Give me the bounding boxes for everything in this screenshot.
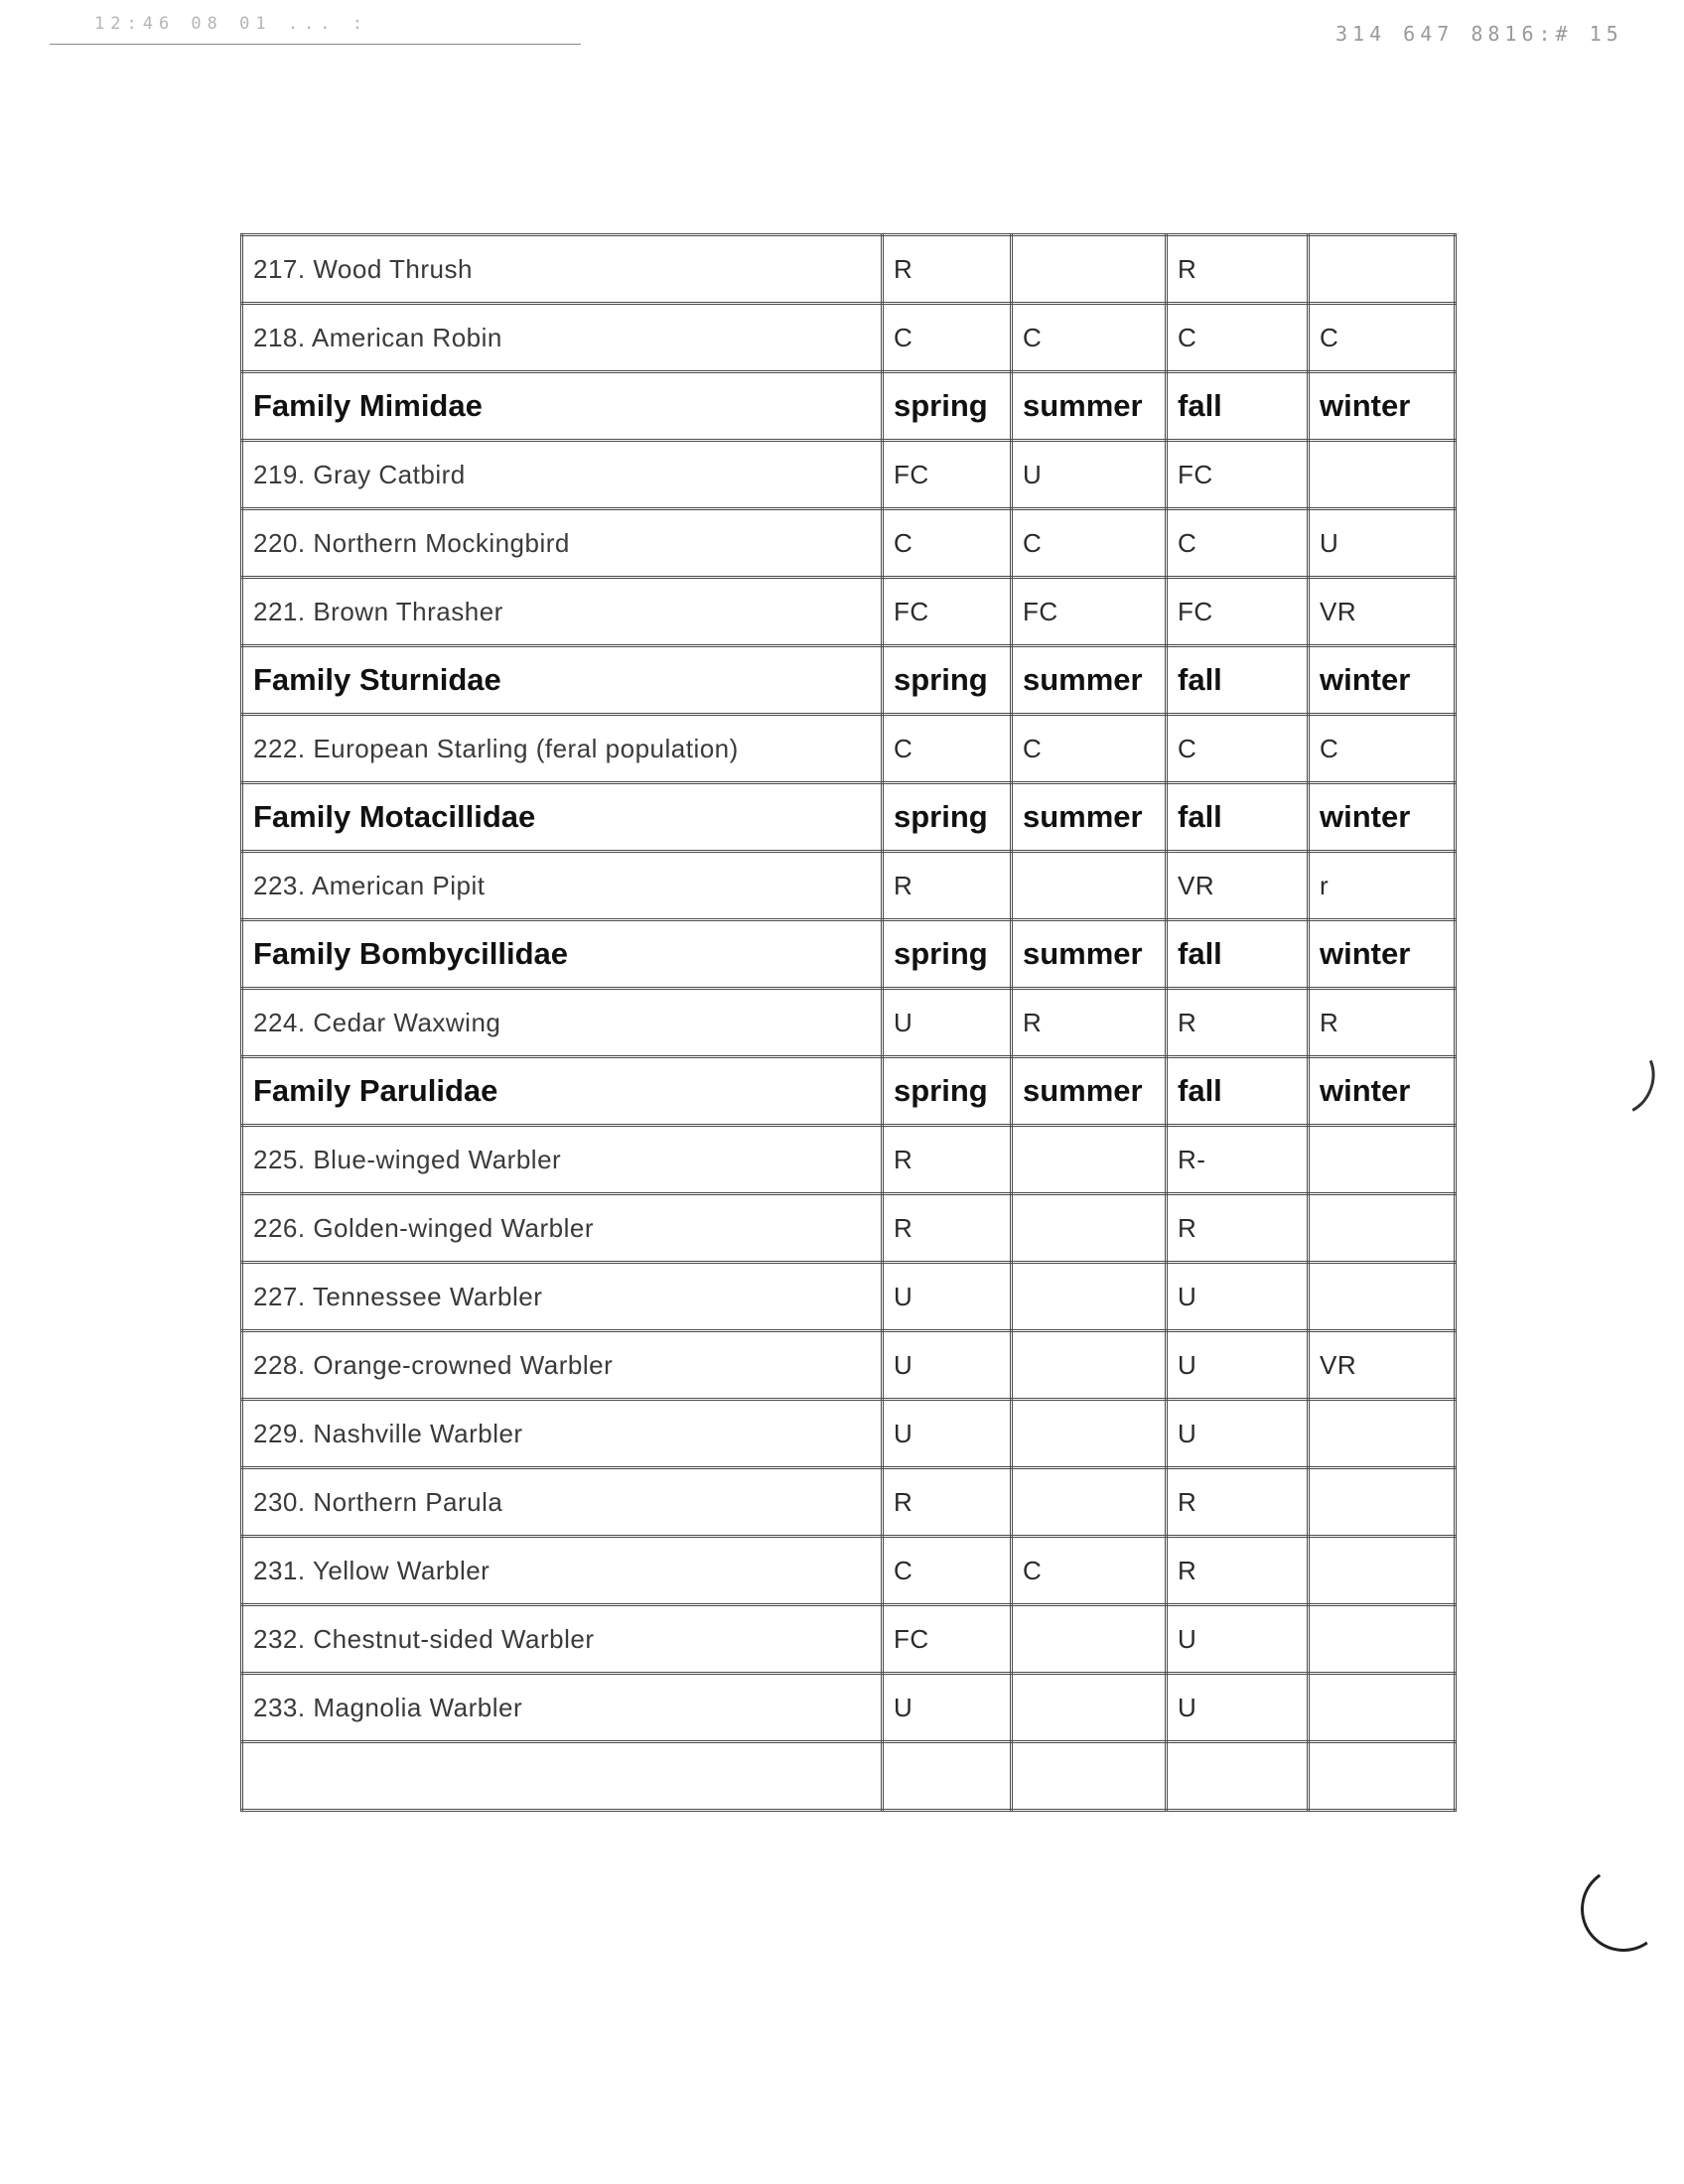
fall-status-cell: U	[1167, 1400, 1309, 1468]
species-row	[242, 1331, 1456, 1400]
winter-status-cell: C	[1309, 715, 1456, 783]
summer-status-cell	[1012, 1331, 1167, 1400]
fall-status-cell: R	[1167, 1194, 1309, 1263]
spring-status-cell: spring	[883, 1057, 1012, 1126]
spring-status-cell: FC	[883, 441, 1012, 509]
spring-status-cell: spring	[883, 646, 1012, 715]
spring-status-cell: spring	[883, 372, 1012, 441]
spring-status-cell: R	[883, 1194, 1012, 1263]
species-row	[242, 989, 1456, 1057]
summer-status-cell	[1012, 1400, 1167, 1468]
fall-status-cell: U	[1167, 1605, 1309, 1674]
species-row	[242, 1263, 1456, 1331]
species-row	[242, 715, 1456, 783]
fall-status-cell: R	[1167, 1537, 1309, 1605]
winter-status-cell: winter	[1309, 783, 1456, 852]
summer-status-cell: summer	[1012, 783, 1167, 852]
scan-mark	[1578, 1031, 1665, 1125]
fall-status-cell: R	[1167, 989, 1309, 1057]
species-name-cell: 230. Northern Parula	[242, 1468, 883, 1537]
winter-status-cell: winter	[1309, 1057, 1456, 1126]
summer-status-cell	[1012, 1263, 1167, 1331]
spring-status-cell: R	[883, 235, 1012, 304]
summer-status-cell	[1012, 1194, 1167, 1263]
fax-header-rule	[50, 44, 581, 45]
fall-status-cell: C	[1167, 715, 1309, 783]
species-name-cell: 221. Brown Thrasher	[242, 578, 883, 646]
species-row	[242, 235, 1456, 304]
species-row	[242, 1400, 1456, 1468]
summer-status-cell	[1012, 852, 1167, 920]
species-row	[242, 1194, 1456, 1263]
winter-status-cell: R	[1309, 989, 1456, 1057]
bird-checklist-table	[240, 233, 1457, 1812]
fax-header-left: 12:46 08 01 ... :	[94, 14, 368, 34]
family-name-cell: Family Motacillidae	[242, 783, 883, 852]
winter-status-cell	[1309, 1194, 1456, 1263]
spring-status-cell: U	[883, 1263, 1012, 1331]
spring-status-cell	[883, 1742, 1012, 1811]
winter-status-cell: VR	[1309, 1331, 1456, 1400]
checklist-table-body	[242, 235, 1456, 1811]
spring-status-cell: C	[883, 1537, 1012, 1605]
spring-status-cell: FC	[883, 578, 1012, 646]
species-row	[242, 1674, 1456, 1742]
summer-status-cell: summer	[1012, 372, 1167, 441]
winter-status-cell	[1309, 1674, 1456, 1742]
family-header-row	[242, 783, 1456, 852]
spring-status-cell: U	[883, 1400, 1012, 1468]
scan-mark	[1574, 1859, 1673, 1959]
winter-status-cell: winter	[1309, 920, 1456, 989]
species-row	[242, 852, 1456, 920]
spring-status-cell: C	[883, 304, 1012, 372]
winter-status-cell: winter	[1309, 646, 1456, 715]
winter-status-cell: U	[1309, 509, 1456, 578]
species-name-cell: 223. American Pipit	[242, 852, 883, 920]
species-name-cell: 227. Tennessee Warbler	[242, 1263, 883, 1331]
winter-status-cell	[1309, 1468, 1456, 1537]
species-row	[242, 441, 1456, 509]
spring-status-cell: FC	[883, 1605, 1012, 1674]
summer-status-cell	[1012, 1742, 1167, 1811]
winter-status-cell	[1309, 1537, 1456, 1605]
family-name-cell: Family Parulidae	[242, 1057, 883, 1126]
summer-status-cell	[1012, 1126, 1167, 1194]
fall-status-cell: fall	[1167, 783, 1309, 852]
spring-status-cell: R	[883, 1126, 1012, 1194]
family-header-row	[242, 646, 1456, 715]
species-row	[242, 509, 1456, 578]
summer-status-cell: C	[1012, 509, 1167, 578]
species-row	[242, 304, 1456, 372]
fall-status-cell: fall	[1167, 646, 1309, 715]
species-row	[242, 1468, 1456, 1537]
species-name-cell: 217. Wood Thrush	[242, 235, 883, 304]
summer-status-cell: summer	[1012, 1057, 1167, 1126]
fall-status-cell: fall	[1167, 372, 1309, 441]
spring-status-cell: spring	[883, 920, 1012, 989]
species-name-cell: 225. Blue-winged Warbler	[242, 1126, 883, 1194]
species-row	[242, 1126, 1456, 1194]
fall-status-cell: U	[1167, 1331, 1309, 1400]
summer-status-cell: R	[1012, 989, 1167, 1057]
family-header-row	[242, 920, 1456, 989]
fall-status-cell: R	[1167, 1468, 1309, 1537]
summer-status-cell	[1012, 1468, 1167, 1537]
winter-status-cell	[1309, 441, 1456, 509]
fall-status-cell: U	[1167, 1674, 1309, 1742]
winter-status-cell	[1309, 1400, 1456, 1468]
species-row	[242, 1605, 1456, 1674]
species-row	[242, 578, 1456, 646]
winter-status-cell	[1309, 235, 1456, 304]
species-name-cell: 219. Gray Catbird	[242, 441, 883, 509]
fall-status-cell: fall	[1167, 1057, 1309, 1126]
winter-status-cell	[1309, 1126, 1456, 1194]
spring-status-cell: U	[883, 1674, 1012, 1742]
winter-status-cell: winter	[1309, 372, 1456, 441]
fall-status-cell: fall	[1167, 920, 1309, 989]
fall-status-cell: R-	[1167, 1126, 1309, 1194]
summer-status-cell: C	[1012, 715, 1167, 783]
species-name-cell: 224. Cedar Waxwing	[242, 989, 883, 1057]
species-name-cell: 220. Northern Mockingbird	[242, 509, 883, 578]
fall-status-cell: VR	[1167, 852, 1309, 920]
species-name-cell: 233. Magnolia Warbler	[242, 1674, 883, 1742]
fall-status-cell: FC	[1167, 441, 1309, 509]
summer-status-cell: U	[1012, 441, 1167, 509]
summer-status-cell	[1012, 1605, 1167, 1674]
fall-status-cell: U	[1167, 1263, 1309, 1331]
winter-status-cell	[1309, 1263, 1456, 1331]
spring-status-cell: U	[883, 989, 1012, 1057]
summer-status-cell: summer	[1012, 920, 1167, 989]
spring-status-cell: C	[883, 509, 1012, 578]
fall-status-cell: R	[1167, 235, 1309, 304]
species-row	[242, 1537, 1456, 1605]
spring-status-cell: U	[883, 1331, 1012, 1400]
species-name-cell: 222. European Starling (feral population)	[242, 715, 883, 783]
fall-status-cell: C	[1167, 509, 1309, 578]
winter-status-cell	[1309, 1605, 1456, 1674]
family-header-row	[242, 1057, 1456, 1126]
fall-status-cell	[1167, 1742, 1309, 1811]
species-name-cell: 228. Orange-crowned Warbler	[242, 1331, 883, 1400]
family-header-row	[242, 372, 1456, 441]
spring-status-cell: C	[883, 715, 1012, 783]
family-name-cell: Family Sturnidae	[242, 646, 883, 715]
spring-status-cell: R	[883, 1468, 1012, 1537]
summer-status-cell: summer	[1012, 646, 1167, 715]
spring-status-cell: spring	[883, 783, 1012, 852]
winter-status-cell	[1309, 1742, 1456, 1811]
summer-status-cell: C	[1012, 304, 1167, 372]
family-name-cell: Family Mimidae	[242, 372, 883, 441]
species-name-cell	[242, 1742, 883, 1811]
species-name-cell: 232. Chestnut-sided Warbler	[242, 1605, 883, 1674]
summer-status-cell	[1012, 235, 1167, 304]
family-name-cell: Family Bombycillidae	[242, 920, 883, 989]
fax-header-right: 314 647 8816:# 15	[1335, 22, 1623, 46]
blank-row	[242, 1742, 1456, 1811]
species-name-cell: 226. Golden-winged Warbler	[242, 1194, 883, 1263]
summer-status-cell: FC	[1012, 578, 1167, 646]
species-name-cell: 218. American Robin	[242, 304, 883, 372]
species-name-cell: 231. Yellow Warbler	[242, 1537, 883, 1605]
species-name-cell: 229. Nashville Warbler	[242, 1400, 883, 1468]
summer-status-cell: C	[1012, 1537, 1167, 1605]
fall-status-cell: C	[1167, 304, 1309, 372]
summer-status-cell	[1012, 1674, 1167, 1742]
spring-status-cell: R	[883, 852, 1012, 920]
fall-status-cell: FC	[1167, 578, 1309, 646]
winter-status-cell: C	[1309, 304, 1456, 372]
winter-status-cell: VR	[1309, 578, 1456, 646]
winter-status-cell: r	[1309, 852, 1456, 920]
